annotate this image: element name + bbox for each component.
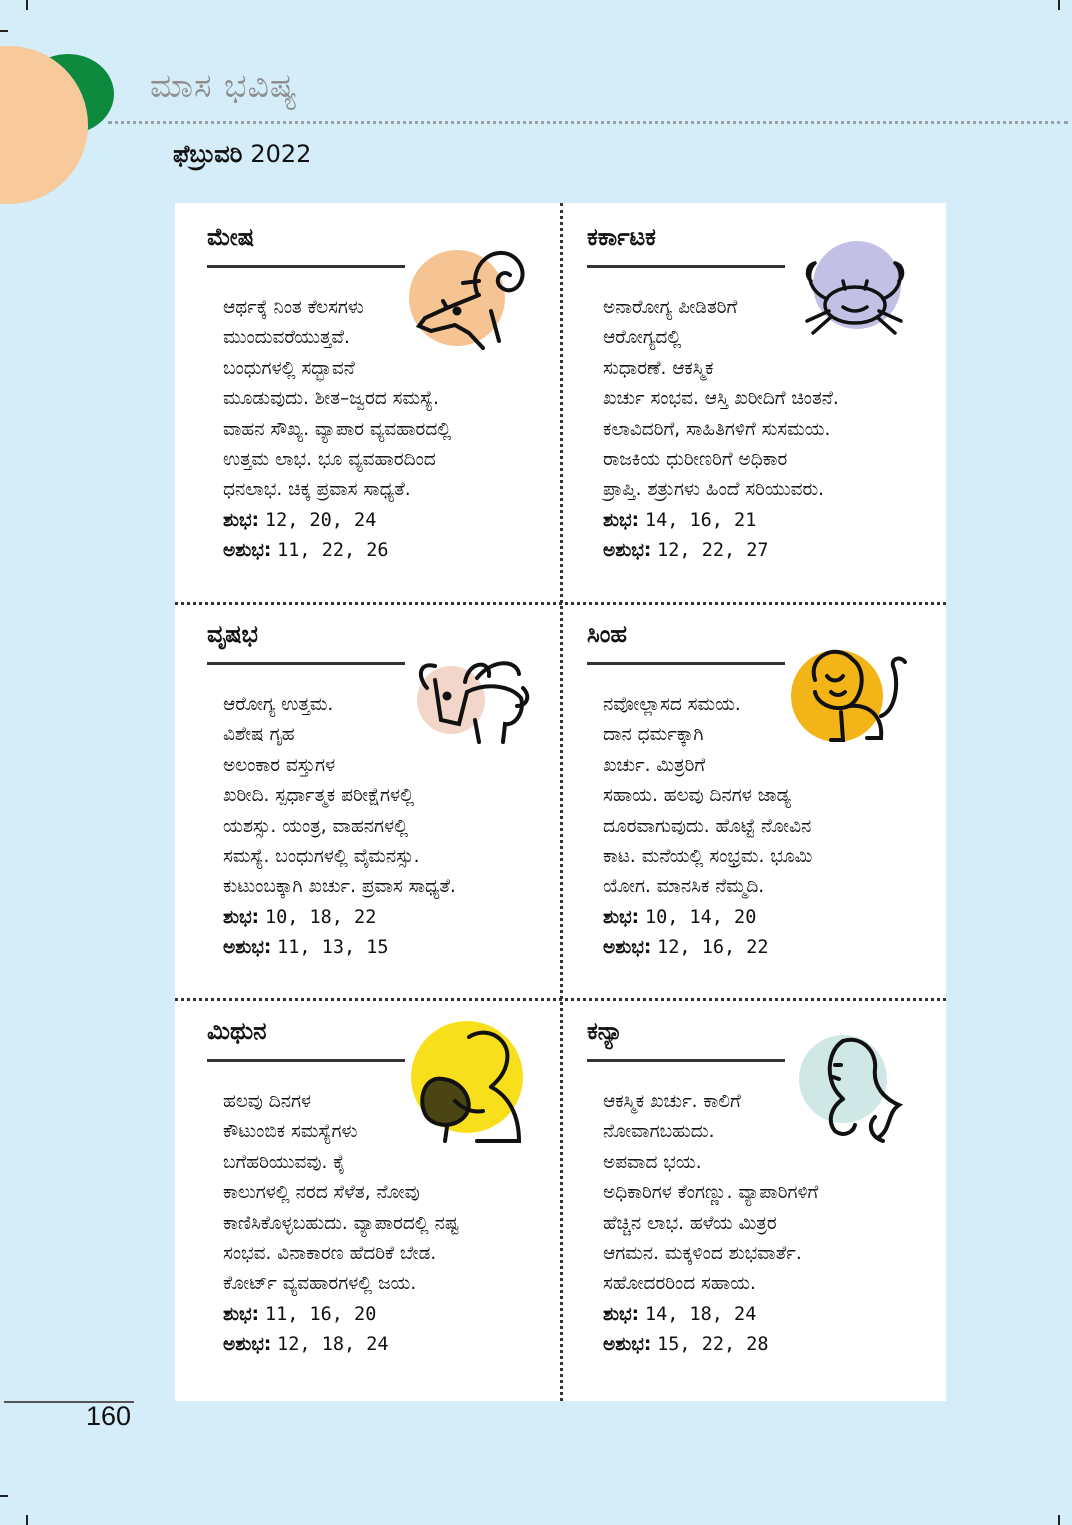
prediction-text [603, 690, 933, 903]
prediction-text [603, 293, 933, 506]
prediction-line: ಬಂಧುಗಳಲ್ಲಿ ಸದ್ಭಾವನೆ [223, 357, 355, 379]
crop-mark [0, 1495, 8, 1497]
sign-name-underline [587, 662, 785, 665]
prediction-line: ದೂರವಾಗುವುದು. ಹೊಟ್ಟೆ ನೋವಿನ [603, 815, 812, 837]
prediction-text [223, 1087, 553, 1300]
crop-mark [0, 30, 8, 32]
prediction-text [603, 1087, 933, 1300]
prediction-line: ಧನಲಾಭ. ಚಿಕ್ಕ ಪ್ರವಾಸ ಸಾಧ್ಯತೆ. [223, 479, 411, 501]
shubha-row [223, 1300, 543, 1330]
row-divider [175, 998, 946, 1001]
prediction-line: ಕೋರ್ಟ್ ವ್ಯವಹಾರಗಳಲ್ಲಿ ಜಯ. [223, 1273, 417, 1295]
title-divider [108, 121, 1068, 124]
shubha-values: 11, 16, 20 [264, 1304, 377, 1325]
prediction-line: ಮೂಡುವುದು. ಶೀತ–ಜ್ವರದ ಸಮಸ್ಯೆ. [223, 388, 440, 410]
prediction-line: ವಾಹನ ಸೌಖ್ಯ. ವ್ಯಾಪಾರ ವ್ಯವಹಾರದಲ್ಲಿ [223, 418, 452, 440]
ashubha-values: 12, 22, 27 [657, 540, 769, 562]
prediction-line: ಸುಧಾರಣೆ. ಆಕಸ್ಮಿಕ [603, 357, 714, 379]
shubha-values: 10, 18, 22 [264, 907, 377, 928]
shubha-label: ಶುಭ: [603, 907, 640, 928]
sign-name: ವೃಷಭ [207, 620, 258, 648]
sign-card-karkataka [555, 203, 925, 593]
prediction-line: ಅಲಂಕಾರ ವಸ್ತುಗಳ [223, 754, 336, 776]
crop-mark [1058, 0, 1060, 10]
prediction-line: ವಿಶೇಷ ಗೃಹ [223, 724, 295, 746]
sign-card-mesha [175, 203, 545, 593]
prediction-line: ಯಶಸ್ಸು. ಯಂತ್ರ, ವಾಹನಗಳಲ್ಲಿ [223, 815, 409, 837]
lucky-numbers [223, 506, 543, 567]
lucky-numbers [603, 506, 923, 567]
lucky-numbers [603, 1300, 923, 1361]
row-divider [175, 602, 946, 605]
prediction-line: ಅನಾರೋಗ್ಯ ಪೀಡಿತರಿಗೆ [603, 297, 738, 318]
sign-card-simha [555, 600, 925, 990]
sign-name-underline [207, 1059, 405, 1062]
prediction-line: ಸಮಸ್ಯೆ. ಬಂಧುಗಳಲ್ಲಿ ವೈಮನಸ್ಸು. [223, 846, 420, 868]
prediction-line: ಸಂಭವ. ವಿನಾಕಾರಣ ಹೆದರಿಕೆ ಬೇಡ. [223, 1243, 437, 1265]
ashubha-row [603, 536, 923, 566]
ashubha-label: ಅಶುಭ: [223, 1334, 272, 1356]
sign-card-vrishabha [175, 600, 545, 990]
prediction-line: ಖರ್ಚು. ಮಿತ್ರರಿಗೆ [603, 754, 706, 776]
prediction-line: ಕಾಟ. ಮನೆಯಲ್ಲಿ ಸಂಭ್ರಮ. ಭೂಮಿ [603, 846, 813, 868]
shubha-row [603, 903, 923, 933]
sign-name-underline [207, 662, 405, 665]
prediction-line: ನೋವಾಗಬಹುದು. [603, 1121, 715, 1143]
prediction-line: ಸಹಾಯ. ಹಲವು ದಿನಗಳ ಜಾಡ್ಯ [603, 785, 791, 807]
prediction-line: ಖರೀದಿ. ಸ್ಪರ್ಧಾತ್ಮಕ ಪರೀಕ್ಷೆಗಳಲ್ಲಿ [223, 785, 415, 807]
ashubha-row [603, 1330, 923, 1360]
prediction-line: ಮುಂದುವರೆಯುತ್ತವೆ. [223, 327, 350, 349]
prediction-text [223, 293, 553, 506]
prediction-line: ಆಗಮನ. ಮಕ್ಕಳಿಂದ ಶುಭವಾರ್ತೆ. [603, 1243, 802, 1265]
ashubha-label: ಅಶುಭ: [603, 937, 652, 959]
ashubha-values: 15, 22, 28 [657, 1334, 769, 1356]
lucky-numbers [223, 1300, 543, 1361]
crop-mark [1058, 1515, 1060, 1525]
crop-mark [26, 0, 28, 10]
prediction-line: ಆರೋಗ್ಯ ಉತ್ತಮ. [223, 694, 334, 715]
prediction-line: ಕುಟುಂಬಕ್ಕಾಗಿ ಖರ್ಚು. ಪ್ರವಾಸ ಸಾಧ್ಯತೆ. [223, 876, 456, 898]
prediction-line: ಸಹೋದರರಿಂದ ಸಹಾಯ. [603, 1273, 756, 1295]
date-line [173, 140, 311, 168]
ashubha-label: ಅಶುಭ: [223, 937, 272, 959]
prediction-line: ಪ್ರಾಪ್ತಿ. ಶತ್ರುಗಳು ಹಿಂದೆ ಸರಿಯುವರು. [603, 479, 825, 501]
ashubha-row [223, 1330, 543, 1360]
shubha-label: ಶುಭ: [223, 1304, 260, 1325]
sign-card-kanya [555, 997, 925, 1387]
prediction-line: ಯೋಗ. ಮಾನಸಿಕ ನೆಮ್ಮದಿ. [603, 876, 765, 898]
shubha-label: ಶುಭ: [603, 1304, 640, 1325]
prediction-line: ಕಲಾವಿದರಿಗೆ, ಸಾಹಿತಿಗಳಿಗೆ ಸುಸಮಯ. [603, 418, 831, 440]
prediction-line: ಹಲವು ದಿನಗಳ [223, 1091, 312, 1112]
shubha-row [603, 1300, 923, 1330]
shubha-label: ಶುಭ: [223, 510, 260, 531]
ashubha-row [603, 933, 923, 963]
prediction-line: ನವೋಲ್ಲಾಸದ ಸಮಯ. [603, 694, 741, 715]
year-label: 2022 [250, 140, 312, 168]
month-label: ಫೆಬ್ರುವರಿ [173, 140, 243, 168]
ashubha-row [223, 536, 543, 566]
lucky-numbers [603, 903, 923, 964]
sign-name-underline [587, 265, 785, 268]
prediction-line: ಕಾಣಿಸಿಕೊಳ್ಳಬಹುದು. ವ್ಯಾಪಾರದಲ್ಲಿ ನಷ್ಟ [223, 1212, 459, 1234]
sign-name: ಮಿಥುನ [207, 1017, 267, 1045]
page-number: 160 [86, 1401, 132, 1431]
prediction-line: ಆಕಸ್ಮಿಕ ಖರ್ಚು. ಕಾಲಿಗೆ [603, 1091, 741, 1112]
prediction-line: ಆರೋಗ್ಯದಲ್ಲಿ [603, 327, 682, 349]
sign-name: ಕರ್ಕಾಟಕ [587, 223, 656, 251]
prediction-line: ಆರ್ಥಕ್ಕೆ ನಿಂತ ಕೆಲಸಗಳು [223, 297, 364, 318]
shubha-row [223, 506, 543, 536]
sign-name: ಸಿಂಹ [587, 620, 628, 648]
shubha-label: ಶುಭ: [223, 907, 260, 928]
ashubha-values: 12, 16, 22 [657, 937, 769, 959]
sign-card-mithuna [175, 997, 545, 1387]
prediction-text [223, 690, 553, 903]
ashubha-values: 12, 18, 24 [277, 1334, 389, 1356]
shubha-values: 10, 14, 20 [644, 907, 757, 928]
lucky-numbers [223, 903, 543, 964]
ashubha-row [223, 933, 543, 963]
sign-name: ಕನ್ಯಾ [587, 1017, 623, 1045]
prediction-line: ಬಗೆಹರಿಯುವವು. ಕೈ [223, 1151, 346, 1173]
prediction-line: ಕಾಲುಗಳಲ್ಲಿ ನರದ ಸೆಳೆತ, ನೋವು [223, 1182, 420, 1204]
section-title: ಮಾಸ ಭವಿಷ್ಯ [150, 66, 298, 105]
shubha-label: ಶುಭ: [603, 510, 640, 531]
ashubha-values: 11, 22, 26 [277, 540, 389, 562]
sign-name-underline [587, 1059, 785, 1062]
sign-name-underline [207, 265, 405, 268]
prediction-line: ಅಪವಾದ ಭಯ. [603, 1151, 702, 1173]
ashubha-label: ಅಶುಭ: [603, 540, 652, 562]
prediction-line: ಅಧಿಕಾರಿಗಳ ಕೆಂಗಣ್ಣು. ವ್ಯಾಪಾರಿಗಳಿಗೆ [603, 1182, 819, 1204]
sign-name: ಮೇಷ [207, 223, 255, 251]
prediction-line: ರಾಜಕಿಯ ಧುರೀಣರಿಗೆ ಅಧಿಕಾರ [603, 449, 788, 471]
shubha-values: 12, 20, 24 [264, 510, 377, 531]
shubha-row [223, 903, 543, 933]
prediction-line: ಉತ್ತಮ ಲಾಭ. ಭೂ ವ್ಯವಹಾರದಿಂದ [223, 449, 436, 471]
prediction-line: ದಾನ ಧರ್ಮಕ್ಕಾಗಿ [603, 724, 704, 746]
shubha-values: 14, 18, 24 [644, 1304, 757, 1325]
column-divider [560, 203, 563, 1401]
prediction-line: ಖರ್ಚು ಸಂಭವ. ಆಸ್ತಿ ಖರೀದಿಗೆ ಚಿಂತನೆ. [603, 388, 839, 410]
ashubha-label: ಅಶುಭ: [223, 540, 272, 562]
crop-mark [26, 1515, 28, 1525]
ashubha-values: 11, 13, 15 [277, 937, 389, 959]
prediction-line: ಹೆಚ್ಚಿನ ಲಾಭ. ಹಳೆಯ ಮಿತ್ರರ [603, 1212, 777, 1234]
shubha-row [603, 506, 923, 536]
ashubha-label: ಅಶುಭ: [603, 1334, 652, 1356]
prediction-line: ಕೌಟುಂಬಿಕ ಸಮಸ್ಯೆಗಳು [223, 1121, 358, 1143]
shubha-values: 14, 16, 21 [644, 510, 757, 531]
